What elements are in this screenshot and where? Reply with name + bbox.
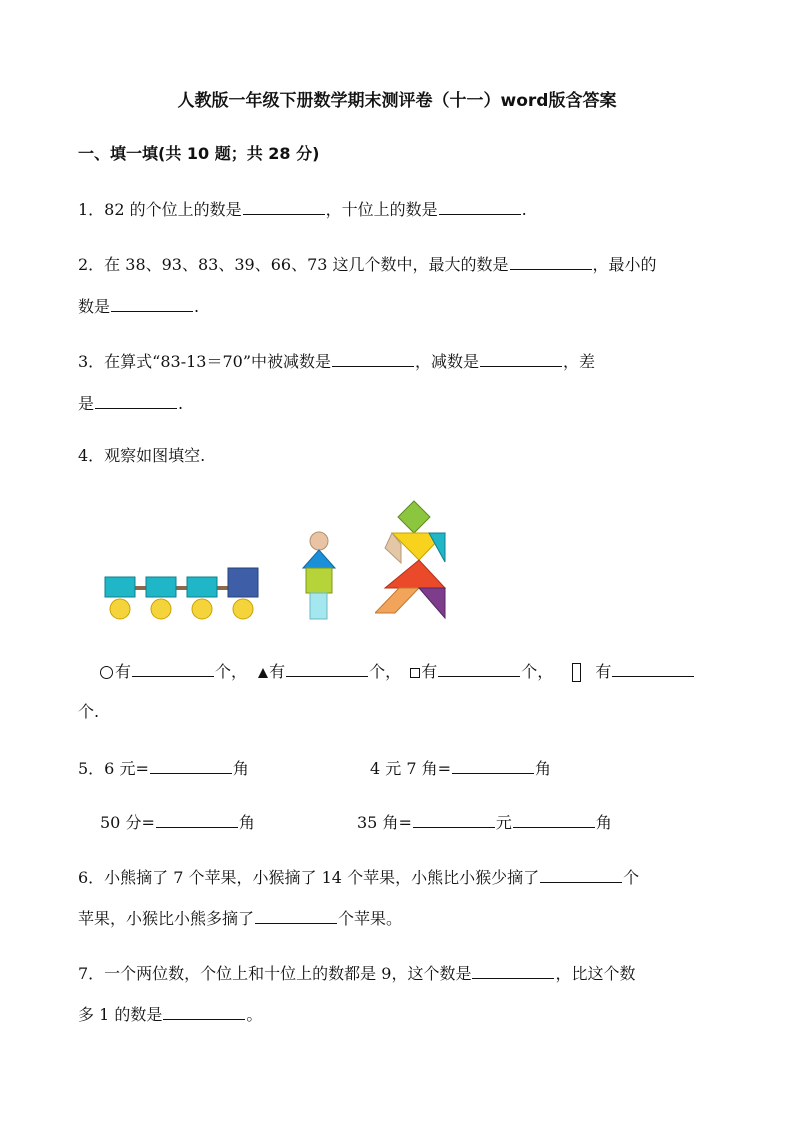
answer-blank[interactable] [111, 295, 193, 312]
answer-blank[interactable] [156, 811, 238, 828]
page-title: 人教版一年级下册数学期末测评卷（十一）word版含答案 [177, 91, 617, 111]
question-6: 6．小熊摘了 7 个苹果，小猴摘了 14 个苹果，小熊比小猴少摘了 个 [78, 868, 640, 887]
section-heading: 一、填一填(共 10 题；共 28 分) [78, 144, 320, 163]
answer-blank[interactable] [163, 1003, 245, 1020]
question-3: 3．在算式“83-13＝70”中被减数是 ，减数是 ，差 [78, 352, 596, 371]
question-7: 7．一个两位数，个位上和十位上的数都是 9，这个数是 ，比这个数 [78, 964, 636, 983]
answer-blank[interactable] [510, 253, 592, 270]
question-5-row-2b: 35 角= 元 角 [357, 813, 612, 832]
question-3-cont: 是 . [78, 394, 184, 413]
answer-blank[interactable] [95, 392, 177, 409]
answer-blank[interactable] [480, 350, 562, 367]
train-figure [100, 565, 265, 623]
answer-blank[interactable] [132, 660, 214, 677]
answer-blank[interactable] [472, 962, 554, 979]
answer-blank[interactable] [286, 660, 368, 677]
answer-blank[interactable] [439, 198, 521, 215]
answer-blank[interactable] [612, 660, 694, 677]
question-4: 4．观察如图填空. [78, 446, 206, 465]
answer-blank[interactable] [255, 907, 337, 924]
question-2: 2．在 38、93、83、39、66、73 这几个数中，最大的数是 ，最小的 [78, 255, 657, 274]
answer-blank[interactable] [332, 350, 414, 367]
question-1: 1．82 的个位上的数是 ，十位上的数是 . [78, 200, 527, 219]
question-2-cont: 数是 . [78, 297, 200, 316]
person-figure [300, 530, 340, 622]
answer-blank[interactable] [438, 660, 520, 677]
answer-blank[interactable] [513, 811, 595, 828]
question-7-cont: 多 1 的数是 。 [78, 1005, 263, 1024]
question-5-row-1: 5．6 元= 角 [78, 759, 249, 778]
triangle-icon [258, 668, 268, 678]
answer-blank[interactable] [540, 866, 622, 883]
answer-blank[interactable] [452, 757, 534, 774]
circle-icon [100, 666, 113, 679]
question-4-fill: 有 个， 有 个， 有 个， 有 [100, 660, 695, 682]
answer-blank[interactable] [243, 198, 325, 215]
answer-blank[interactable] [413, 811, 495, 828]
question-6-cont: 苹果，小猴比小熊多摘了 个苹果。 [78, 909, 403, 928]
rectangle-icon [572, 663, 581, 682]
question-4-cont: 个. [78, 702, 100, 721]
tangram-figure [375, 500, 450, 622]
question-5-row-2: 50 分= 角 [100, 813, 255, 832]
square-icon [410, 668, 420, 678]
question-5-row-1b: 4 元 7 角= 角 [370, 759, 552, 778]
answer-blank[interactable] [150, 757, 232, 774]
